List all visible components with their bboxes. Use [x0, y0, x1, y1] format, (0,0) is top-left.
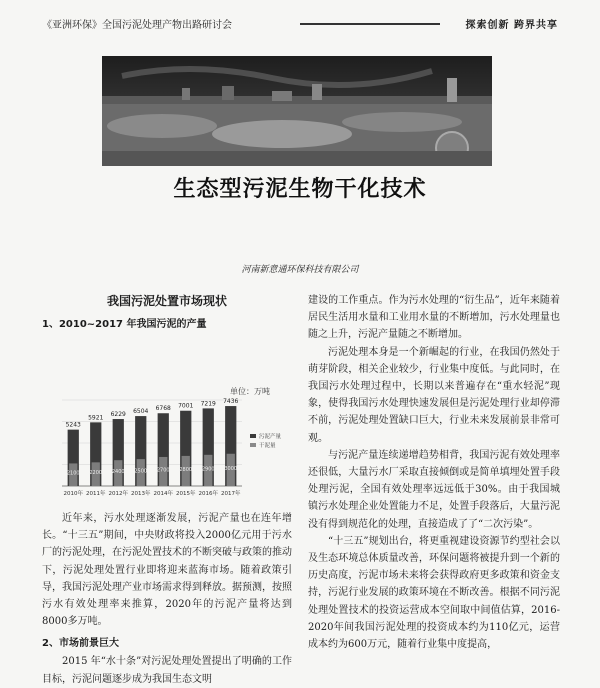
chart-dry-value-label: 2700 — [156, 467, 170, 474]
sludge-production-chart — [42, 338, 292, 498]
chart-tick-label: 2011年 — [86, 491, 106, 497]
chart-dry-value-label: 2100 — [66, 470, 80, 477]
chart-legend-label: 干泥量 — [259, 443, 276, 449]
chart-tick-label: 2015年 — [176, 491, 196, 497]
chart-tick-label: 2017年 — [221, 491, 241, 497]
section-title: 我国污泥处置市场现状 — [106, 294, 227, 308]
chart-value-label: 6504 — [133, 408, 149, 416]
chart-unit-label: 单位：万吨 — [230, 387, 270, 396]
chart-dry-value-label: 2200 — [89, 470, 103, 477]
chart-tick-label: 2013年 — [131, 491, 151, 497]
right-paragraph-3: 与污泥产量连续递增趋势相背，我国污泥有效处理率还很低，大量污水厂采取直接倾倒或是简单填埋处置手段处理污泥，全国有效处理率远远低于30%。由于我国城镇污水处理企业处置能力不足，处置手段落后，大量污泥没有得到规范化的处理，直接造成了了“二次污染”。 — [308, 449, 560, 530]
page-header — [42, 14, 558, 34]
right-column — [308, 292, 560, 653]
chart-tick-label: 2010年 — [63, 491, 83, 497]
chart-dry-value-label: 3000 — [224, 465, 238, 472]
article-title: 生态型污泥生物干化技术 — [173, 176, 427, 202]
left-column — [42, 292, 292, 688]
right-paragraph-4: “十三五”规划出台，将更重视建设资源节约型社会以及生态环境总体质量改善，环保问题将被提升到一个新的历史高度，污泥市场未来将会获得政府更多政策和资金支持，污泥行业发展的政策环境在不断改善。根据不同污泥处理处置技术的投资运营成本空间取中间值估算，2016-2020年间我国污泥处理的投资成本约为110亿元，运营成本约为600万元，随着行业集中度提高， — [308, 535, 560, 651]
chart-dry-value-label: 2800 — [179, 466, 193, 473]
subheading-2: 2、市场前景巨大 — [42, 638, 119, 650]
chart-value-label: 6768 — [155, 405, 171, 413]
chart-legend-swatch — [250, 443, 256, 447]
chart-value-label: 7436 — [223, 398, 239, 406]
chart-value-label: 7219 — [200, 400, 216, 408]
header-rule — [300, 23, 440, 25]
header-photo — [102, 56, 492, 166]
chart-value-label: 6229 — [110, 411, 126, 419]
chart-tick-label: 2016年 — [198, 491, 218, 497]
chart-dry-value-label: 2400 — [111, 469, 125, 476]
chart-tick-label: 2014年 — [153, 491, 173, 497]
chart-value-label: 5243 — [65, 421, 81, 429]
company-name: 河南新意通环保科技有限公司 — [241, 265, 359, 275]
chart-legend-swatch — [250, 434, 256, 438]
right-paragraph-2: 污泥处理本身是一个新崛起的行业，在我国仍然处于萌芽阶段，相关企业较少，行业集中度低。与此同时，在我国污水处理过程中，长期以来普遍存在“重水轻泥”现象，使得我国污水处理快速发展但是污泥处理行业却停滞不前，污泥处理处置缺口巨大，行业未来发展前景非常可观。 — [308, 346, 560, 444]
chart-tick-label: 2012年 — [108, 491, 128, 497]
left-paragraph-2: 2015 年“水十条”对污泥处理处置提出了明确的工作目标，污泥问题逐步成为我国生态文明 — [42, 656, 292, 685]
right-paragraph-1: 建设的工作重点。作为污水处理的“衍生品”，近年来随着居民生活用水量和工业用水量的不断增加，污水处理量也随之上升，污泥产量随之不断增加。 — [308, 295, 560, 341]
header-right-text: 探索创新 跨界共享 — [465, 20, 558, 31]
chart-dry-value-label: 2900 — [201, 466, 215, 473]
chart-value-label: 5921 — [88, 414, 104, 422]
left-paragraph-1: 近年来，污水处理逐渐发展，污泥产量也在连年增长。“十三五”期间，中央财政将投入2000亿元用于污水厂的污泥处理，在污泥处置技术的不断突破与政策的推动下，污泥处理处置行业即将迎来蓝海市场。随着政策引导，我国污泥处理产业市场需求得到释放。据预测，按照污水有效处理率来推算，2020年的污泥产量将达到8000多万吨。 — [42, 513, 292, 628]
subheading-1: 1、2010~2017 年我国污泥的产量 — [42, 319, 207, 330]
chart-legend-label: 污泥产量 — [259, 434, 282, 440]
chart-value-label: 7001 — [178, 402, 194, 410]
chart-dry-value-label: 2500 — [134, 468, 148, 475]
header-left-text: 《亚洲环保》全国污泥处理产物出路研讨会 — [42, 20, 232, 31]
